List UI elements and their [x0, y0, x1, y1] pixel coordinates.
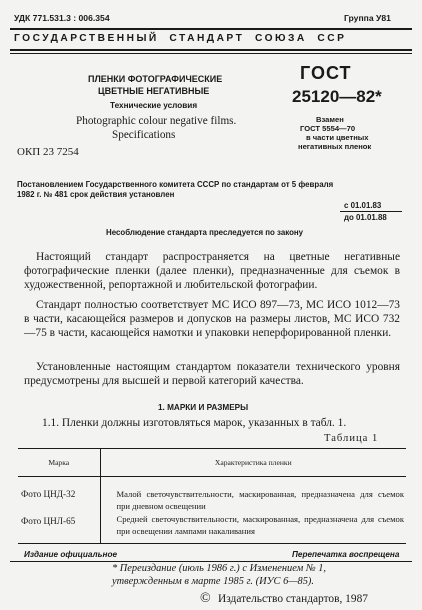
- table-header-mark: Марка: [18, 449, 100, 477]
- udk-code: УДК 771.531.3 : 006.354: [14, 13, 110, 23]
- table-cell-mark: Фото ЦНЛ-65: [18, 512, 100, 544]
- header-bottom-rule-thick: [10, 49, 412, 51]
- reissue-note-line2: утвержденным в марте 1985 г. (ИУС 6—85).: [112, 576, 314, 587]
- paragraph-quality-levels: Установленные настоящим стандартом показатели технического уровня предусмотрены для высшей и первой категорий качества.: [24, 361, 400, 388]
- paragraph-iso-compliance: Стандарт полностью соответствует МС ИСО 897—73, МС ИСО 1012—73 в части, касающейся размеров и допусков на размеры листов, МС ИСО 732—75 в части, касающейся намотки и упаковки неперфорированной пленки.: [24, 299, 400, 340]
- footer-rule: [10, 561, 412, 562]
- doc-title-line2: ЦВЕТНЫЕ НЕГАТИВНЫЕ: [98, 86, 210, 96]
- doc-title-line1: ПЛЕНКИ ФОТОГРАФИЧЕСКИЕ: [88, 74, 223, 84]
- org-banner: ГОСУДАРСТВЕННЫЙ СТАНДАРТ СОЮЗА ССР: [14, 33, 347, 44]
- clause-1-1: 1.1. Пленки должны изготовляться марок, указанных в табл. 1.: [42, 417, 347, 429]
- table-row: [18, 477, 406, 513]
- copyright-icon: ©: [200, 591, 211, 606]
- gost-label: ГОСТ: [300, 63, 352, 83]
- okp-code: ОКП 23 7254: [17, 146, 79, 158]
- decree-line1: Постановлением Государственного комитета СССР по стандартам от 5 февраля: [17, 180, 334, 189]
- gost-number: 25120—82*: [292, 87, 382, 106]
- header-top-rule: [10, 28, 412, 30]
- replaces-label: Взамен: [316, 115, 344, 124]
- validity-to: до 01.01.88: [344, 213, 387, 222]
- doc-title-english-line2: Specifications: [112, 129, 176, 141]
- paragraph-scope: Настоящий стандарт распространяется на цветные негативные фотографические пленки (далее пленки), предназначенные для съемок в художественной, репортажной и любительской фотографии.: [24, 251, 400, 292]
- group-code: Группа У81: [344, 13, 391, 23]
- table-cell-description: Малой светочувствительности, маскированная, предназначена для съемок при дневном освещении: [116, 489, 404, 511]
- table-header-description: Характеристика пленки: [100, 449, 406, 477]
- replaces-gost: ГОСТ 5554—70: [300, 124, 356, 133]
- section-heading: 1. МАРКИ И РАЗМЕРЫ: [158, 403, 249, 412]
- reprint-prohibited: Перепечатка воспрещена: [292, 550, 400, 559]
- table-cell-description: Средней светочувствительности, маскированная, предназначена для съемок при освещении лампами накаливания: [100, 512, 406, 544]
- official-edition: Издание официальное: [24, 550, 117, 559]
- reissue-note-line1: * Переиздание (июль 1986 г.) с Изменением № 1,: [112, 563, 327, 574]
- table-row: [18, 512, 406, 544]
- doc-subtitle: Технические условия: [110, 101, 198, 110]
- decree-line2: 1982 г. № 481 срок действия установлен: [17, 190, 175, 199]
- validity-rule: [340, 211, 402, 212]
- validity-from: с 01.01.83: [344, 201, 382, 210]
- copyright-text: Издательство стандартов, 1987: [218, 593, 368, 605]
- law-notice: Несоблюдение стандарта преследуется по закону: [106, 228, 304, 237]
- marks-table: [18, 448, 406, 544]
- table-label: Таблица 1: [324, 433, 379, 444]
- header-bottom-rule-thin: [10, 53, 412, 54]
- table-header-row: [18, 449, 406, 477]
- table-cell-mark: Фото ЦНД-32: [18, 477, 100, 513]
- replaces-part2: негативных пленок: [298, 142, 372, 151]
- doc-title-english-line1: Photographic colour negative films.: [76, 115, 237, 127]
- replaces-part1: в части цветных: [306, 133, 369, 142]
